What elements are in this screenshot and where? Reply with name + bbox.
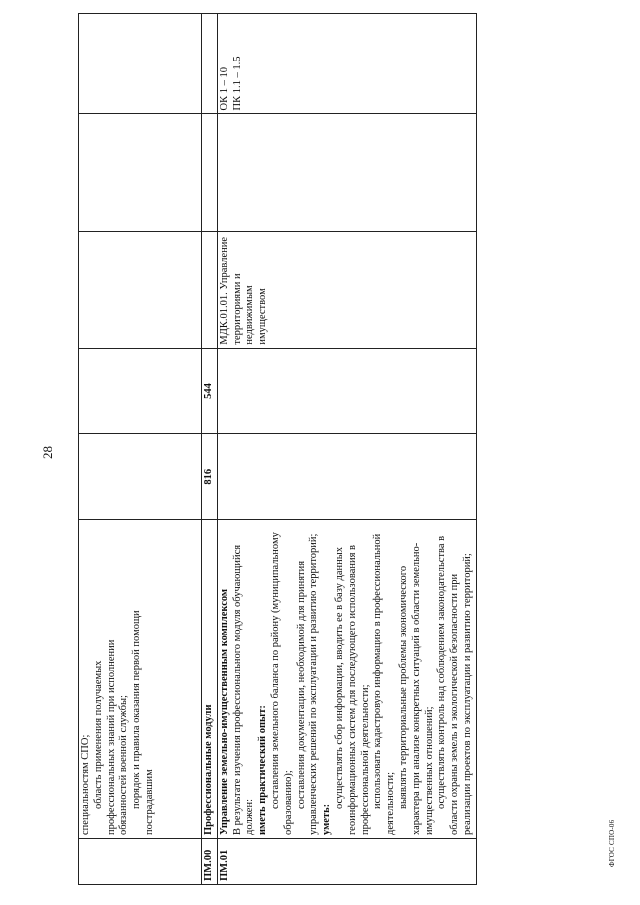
module-code: ПМ.01 xyxy=(217,839,476,885)
page-number: 28 xyxy=(40,446,55,459)
skill-item: осуществлять сбор информации, вводить ее в базу данных геоинформационных систем для последующего использования в профессиональной деятельности; xyxy=(333,544,371,835)
desc-line: порядок и правила оказания первой помощи xyxy=(131,610,143,809)
skill-item: выявлять территориальные проблемы экономического характера при анализе конкретных ситуаций в области земельно-имущественных отношений; xyxy=(397,542,435,835)
table-row xyxy=(202,14,218,885)
hours-class: 544 xyxy=(202,348,218,434)
mdk-cell xyxy=(79,231,202,348)
skills-label: уметь: xyxy=(321,803,333,835)
desc-line: специальностям СПО; xyxy=(80,734,91,835)
table-row xyxy=(217,14,476,885)
footer-code: ФГОС СПО-06 xyxy=(608,819,616,867)
module-title: Профессиональные модули xyxy=(202,520,218,839)
module-title: Управление земельно-имущественным комплексом xyxy=(218,588,230,835)
desc-line: обязанностей военной службы; xyxy=(118,695,130,835)
hours-max-cell xyxy=(217,434,476,520)
module-code: ПМ.00 xyxy=(202,839,218,885)
mdk-cell xyxy=(202,231,218,348)
blank-cell xyxy=(217,114,476,231)
module-intro: В результате изучения профессионального модуля обучающийся должен: xyxy=(231,544,256,835)
skill-item: использовать кадастровую информацию в профессиональной деятельности; xyxy=(372,533,397,835)
competency-pk: ПК 1.1 – 1.5 xyxy=(231,56,243,111)
competency-cell xyxy=(202,14,218,114)
desc-line: область применения получаемых xyxy=(92,660,104,809)
desc-line: пострадавшим xyxy=(143,769,155,835)
competency-ok: ОК 1 – 10 xyxy=(218,66,230,111)
code-cell xyxy=(79,839,202,885)
curriculum-table xyxy=(78,13,477,885)
practice-item: составления земельного баланса по району (муниципальному образованию); xyxy=(269,532,294,835)
module-content xyxy=(217,520,476,839)
blank-cell xyxy=(79,114,202,231)
competency-cell xyxy=(217,14,476,114)
hours-class-cell xyxy=(79,348,202,434)
desc-line: профессиональных знаний при исполнении xyxy=(105,639,117,835)
blank-cell xyxy=(202,114,218,231)
mdk-cell: МДК.01.01. Управление территориями и недвижимым имуществом xyxy=(217,231,476,348)
practice-label: иметь практический опыт: xyxy=(257,705,269,835)
description-cell xyxy=(79,520,202,839)
skill-item: осуществлять контроль над соблюдением законодательства в области охраны земель и экологической безопасности при реализации проектов по эксплуатации и развитию территорий; xyxy=(436,535,473,835)
hours-max: 816 xyxy=(202,434,218,520)
hours-class-cell xyxy=(217,348,476,434)
table-row xyxy=(79,14,202,885)
hours-max-cell xyxy=(79,434,202,520)
competency-cell xyxy=(79,14,202,114)
practice-item: составления документации, необходимой для принятия управленческих решений по эксплуатации и развитию территорий; xyxy=(295,533,320,835)
